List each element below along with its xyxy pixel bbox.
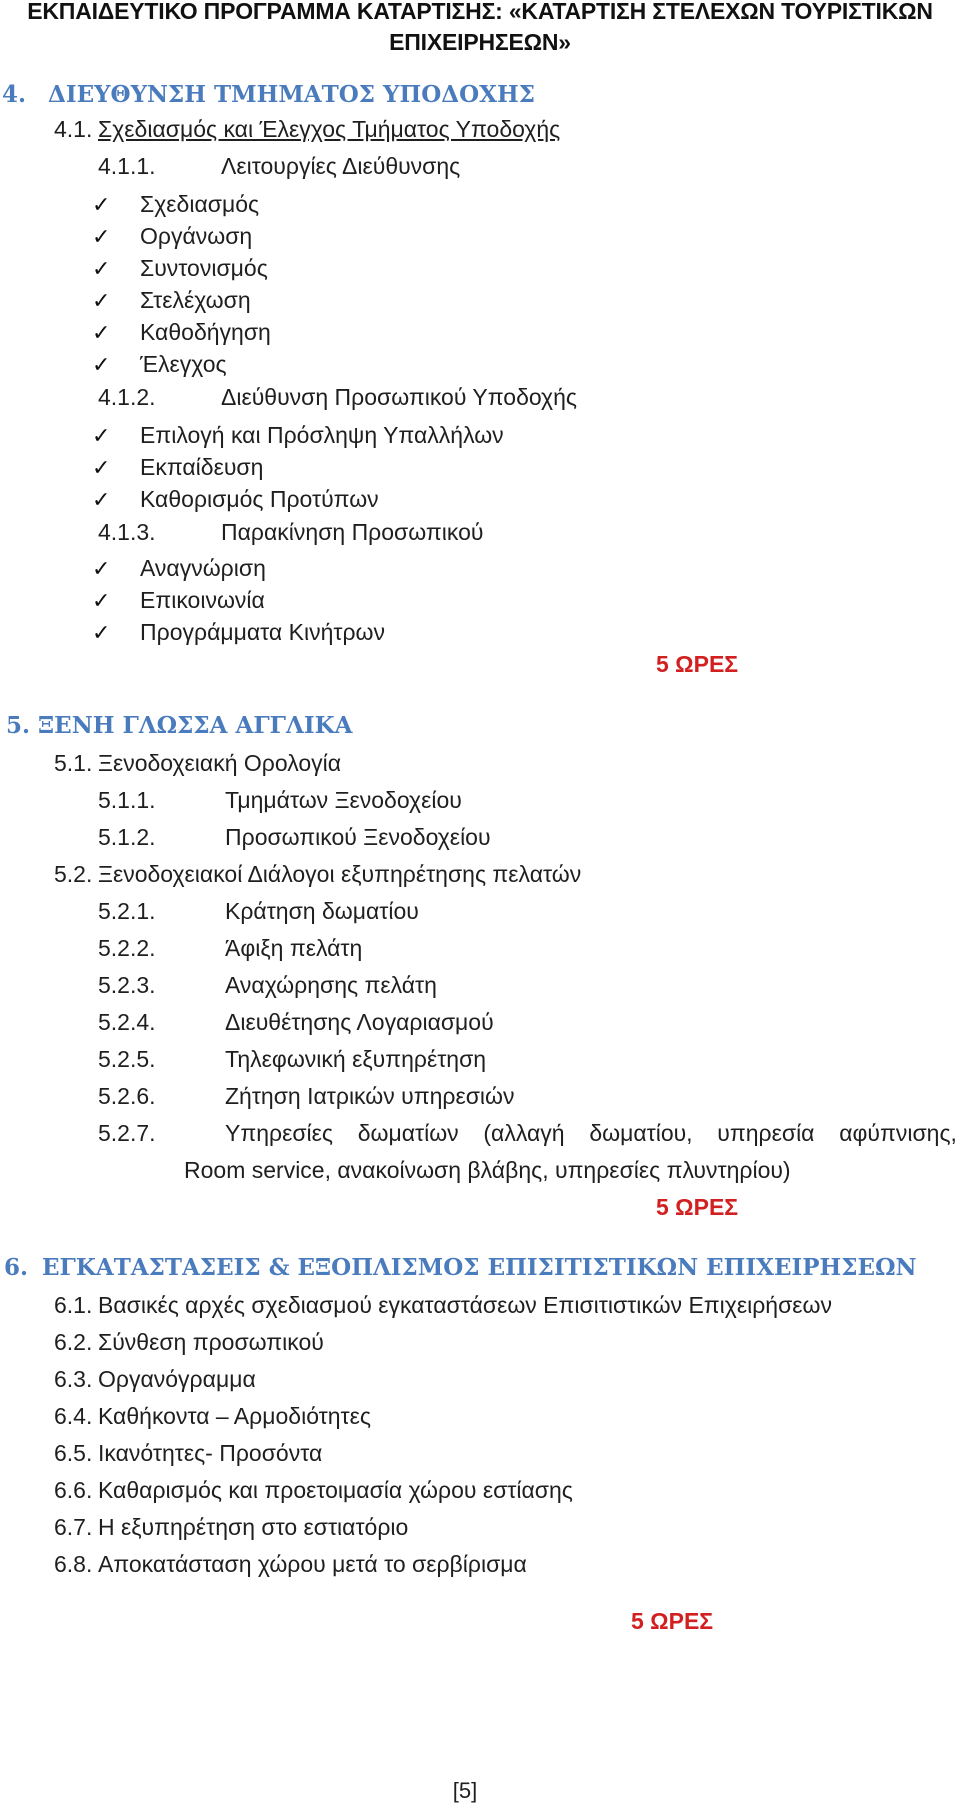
item-number: 5.2.1. (98, 898, 156, 924)
title-word: υπηρεσία (717, 1120, 815, 1146)
subsection-number: 6.6. (54, 1477, 93, 1503)
item-title: Προσωπικού Ξενοδοχείου (225, 824, 491, 850)
section-5-heading (6, 711, 352, 741)
checkmark-icon: ✓ (92, 225, 111, 250)
item-number: 5.2.2. (98, 935, 156, 961)
check-item (92, 452, 263, 484)
subsection-title: Βασικές αρχές σχεδιασμού εγκαταστάσεων Επισιτιστικών Επιχειρήσεων (98, 1292, 832, 1318)
item-title: Ζήτηση Ιατρικών υπηρεσιών (225, 1083, 515, 1109)
item-number: 4.1.3. (98, 519, 156, 545)
check-item-label: Επιλογή και Πρόσληψη Υπαλλήλων (140, 422, 504, 448)
item-title: Παρακίνηση Προσωπικού (221, 519, 484, 545)
item-title: Τηλεφωνική εξυπηρέτηση (225, 1046, 487, 1072)
item-number: 5.2.5. (98, 1046, 156, 1072)
subsection-number: 6.7. (54, 1514, 93, 1540)
subsection-number: 6.1. (54, 1292, 93, 1318)
item-5-2-6 (98, 1081, 514, 1111)
subsection-title: Καθήκοντα – Αρμοδιότητες (98, 1403, 371, 1429)
item-title: Αναχώρησης πελάτη (225, 972, 437, 998)
item-number: 5.2.3. (98, 972, 156, 998)
check-item-label: Καθορισμός Προτύπων (140, 486, 379, 512)
section-title: ΞΕΝΗ ΓΛΩΣΣΑ ΑΓΓΛΙΚΑ (38, 712, 353, 739)
subsection-title: Σχεδιασμός και Έλεγχος Τμήματος Υποδοχής (98, 116, 561, 142)
checkmark-icon: ✓ (92, 456, 111, 481)
item-5-2-7-number: 5.2.7. (98, 1120, 156, 1146)
subsection-6-5 (54, 1438, 322, 1468)
check-item (92, 189, 259, 221)
subsection-title: Ξενοδοχειακή Ορολογία (98, 750, 342, 776)
check-item (92, 349, 227, 381)
check-item-label: Οργάνωση (140, 223, 253, 249)
subsection-number: 6.2. (54, 1329, 93, 1355)
item-number: 5.1.1. (98, 787, 156, 813)
checkmark-icon: ✓ (92, 257, 111, 282)
title-word: (αλλαγή (483, 1120, 565, 1146)
section-5-hours: 5 ΩΡΕΣ (656, 1194, 739, 1220)
subsection-title: Η εξυπηρέτηση στο εστιατόριο (98, 1514, 409, 1540)
check-item-label: Καθοδήγηση (140, 319, 271, 345)
check-item-label: Αναγνώριση (140, 555, 266, 581)
subsection-6-1 (54, 1290, 832, 1320)
check-item (92, 585, 265, 617)
section-6-heading (4, 1253, 917, 1283)
subsection-number: 4.1. (54, 116, 93, 142)
item-number: 4.1.1. (98, 153, 156, 179)
item-title: Τμημάτων Ξενοδοχείου (225, 787, 462, 813)
item-5-2-5 (98, 1044, 486, 1074)
checkmark-icon: ✓ (92, 557, 111, 582)
item-5-1-1 (98, 785, 462, 815)
section-6-hours: 5 ΩΡΕΣ (631, 1608, 714, 1634)
subsection-6-2 (54, 1327, 324, 1357)
section-4-hours: 5 ΩΡΕΣ (656, 651, 739, 677)
checkmark-icon: ✓ (92, 589, 111, 614)
section-title: ΔΙΕΥΘΥΝΣΗ ΤΜΗΜΑΤΟΣ ΥΠΟΔΟΧΗΣ (48, 81, 535, 108)
subsection-6-8 (54, 1549, 527, 1579)
subsection-title: Ικανότητες- Προσόντα (98, 1440, 323, 1466)
item-number: 5.1.2. (98, 824, 156, 850)
item-title: Κράτηση δωματίου (225, 898, 419, 924)
section-number: 6. (4, 1254, 29, 1281)
subsection-6-3 (54, 1364, 256, 1394)
title-word: αφύπνισης, (839, 1120, 957, 1146)
subsection-number: 6.8. (54, 1551, 93, 1577)
subsection-title: Οργανόγραμμα (98, 1366, 256, 1392)
item-5-1-2 (98, 822, 491, 852)
item-title: Λειτουργίες Διεύθυνσης (221, 153, 461, 179)
subsection-5-1 (54, 748, 341, 778)
item-5-2-1 (98, 896, 419, 926)
item-number: 5.2.6. (98, 1083, 156, 1109)
section-4-heading (2, 80, 535, 110)
item-number: 5.2.4. (98, 1009, 156, 1035)
check-item-label: Προγράμματα Κινήτρων (140, 619, 385, 645)
subsection-number: 5.1. (54, 750, 93, 776)
check-item (92, 285, 251, 317)
item-5-2-3 (98, 970, 437, 1000)
checkmark-icon: ✓ (92, 353, 111, 378)
check-item (92, 420, 504, 452)
item-title: Διεύθυνση Προσωπικού Υποδοχής (221, 384, 578, 410)
item-5-2-2 (98, 933, 362, 963)
checkmark-icon: ✓ (92, 424, 111, 449)
check-item (92, 253, 268, 285)
item-5-2-4 (98, 1007, 494, 1037)
item-title: Άφιξη πελάτη (225, 935, 363, 961)
subsection-5-2 (54, 859, 581, 889)
check-item-label: Συντονισμός (140, 255, 268, 281)
item-4-1-2 (98, 382, 577, 412)
subsection-title: Σύνθεση προσωπικού (98, 1329, 324, 1355)
title-word: Υπηρεσίες (225, 1120, 333, 1146)
section-number: 5. (6, 712, 31, 739)
title-line-1: ΕΚΠΑΙΔΕΥΤΙΚΟ ΠΡΟΓΡΑΜΜΑ ΚΑΤΑΡΤΙΣΗΣ: «ΚΑΤΑΡΤΙΣΗ ΣΤΕΛΕΧΩΝ ΤΟΥΡΙΣΤΙΚΩΝ (27, 0, 933, 24)
subsection-title: Ξενοδοχειακοί Διάλογοι εξυπηρέτησης πελατών (98, 861, 582, 887)
subsection-number: 5.2. (54, 861, 93, 887)
section-title: ΕΓΚΑΤΑΣΤΑΣΕΙΣ & ΕΞΟΠΛΙΣΜΟΣ ΕΠΙΣΙΤΙΣΤΙΚΩΝ ΕΠΙΧΕΙΡΗΣΕΩΝ (42, 1254, 917, 1281)
title-line-2: ΕΠΙΧΕΙΡΗΣΕΩΝ» (389, 29, 571, 55)
check-item-label: Σχεδιασμός (140, 191, 260, 217)
check-item-label: Εκπαίδευση (140, 454, 264, 480)
subsection-title: Αποκατάσταση χώρου μετά το σερβίρισμα (98, 1551, 527, 1577)
item-5-2-7-title-line (225, 1118, 957, 1148)
check-item (92, 484, 379, 516)
checkmark-icon: ✓ (92, 193, 111, 218)
subsection-title: Καθαρισμός και προετοιμασία χώρου εστίασης (98, 1477, 573, 1503)
checkmark-icon: ✓ (92, 621, 111, 646)
checkmark-icon: ✓ (92, 289, 111, 314)
subsection-number: 6.4. (54, 1403, 93, 1429)
checkmark-icon: ✓ (92, 321, 111, 346)
check-item (92, 617, 385, 649)
check-item-label: Επικοινωνία (140, 587, 265, 613)
item-title: Διευθέτησης Λογαριασμού (225, 1009, 494, 1035)
title-word: δωματίων (357, 1120, 459, 1146)
check-item (92, 317, 271, 349)
subsection-6-7 (54, 1512, 408, 1542)
title-word: δωματίου, (589, 1120, 693, 1146)
check-item (92, 221, 252, 253)
check-item-label: Στελέχωση (140, 287, 251, 313)
checkmark-icon: ✓ (92, 488, 111, 513)
item-4-1-1 (98, 151, 460, 181)
item-number: 4.1.2. (98, 384, 156, 410)
document-title (0, 0, 960, 58)
check-item-label: Έλεγχος (140, 351, 227, 377)
item-4-1-3 (98, 517, 483, 547)
subsection-6-4 (54, 1401, 371, 1431)
subsection-number: 6.5. (54, 1440, 93, 1466)
subsection-6-6 (54, 1475, 573, 1505)
subsection-number: 6.3. (54, 1366, 93, 1392)
subsection-4-1 (54, 114, 560, 144)
section-number: 4. (2, 81, 27, 108)
check-item (92, 553, 266, 585)
item-5-2-7-continuation: Room service, ανακοίνωση βλάβης, υπηρεσίες πλυντηρίου) (184, 1157, 791, 1183)
page-number: [5] (452, 1778, 478, 1803)
